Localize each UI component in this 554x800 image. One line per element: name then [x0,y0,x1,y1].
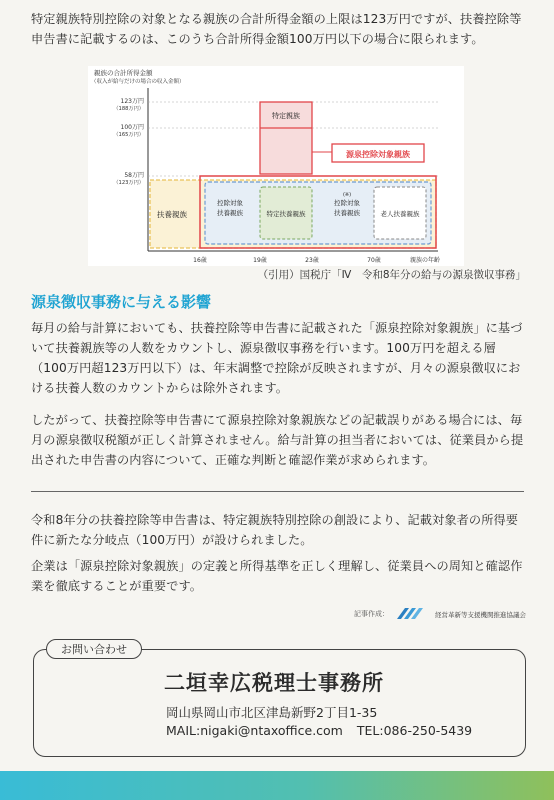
summary-paragraph-1: 令和8年分の扶養控除等申告書は、特定親族特別控除の創設により、記載対象者の所得要件に新たな分岐点（100万円）が設けられました。 [31,513,519,547]
summary-paragraph-2: 企業は「源泉控除対象親族」の定義と所得基準を正しく理解し、従業員への周知と確認作業を徹底することが重要です。 [31,559,523,593]
gensen-fuyo-2-label-b: 扶養親族 [334,209,360,217]
article-credit [354,606,526,622]
office-name: 二垣幸広税理士事務所 [164,671,384,695]
y-tick-100-sub: （165万円） [113,132,144,138]
organization-logo-icon [395,606,429,622]
office-address: 岡山県岡山市北区津島新野2丁目1-35 [166,705,378,720]
gensen-fuyo-1-label-a: 控除対象 [217,199,243,207]
impact-paragraph-1: 毎月の給与計算においても、扶養控除等申告書に記載された「源泉控除対象親族」に基づいて扶養親族等の人数をカウントし、源泉徴収事務を行います。100万円を超える層（100万円超123万円以下）は、年末調整で控除が反映されますが、月々の源泉徴収における扶養人数のカウントからは除外されます。 [31,321,523,395]
section-divider [31,491,524,492]
contact-tab: お問い合わせ [46,639,142,659]
fuyo-shinzoku-label: 扶養親族 [157,210,187,219]
x-axis-title: 親族の年齢 [409,257,440,264]
y-tick-123: 123万円 [120,98,144,105]
x-tick-19: 19歳 [253,257,267,264]
x-tick-16: 16歳 [193,257,207,264]
footer-gradient-bar [0,771,554,800]
y-axis-subtitle: （収入が給与だけの場合の収入金額） [91,79,185,85]
tokutei-fuyo-label: 特定扶養親族 [266,210,306,218]
rojin-fuyo-label: 老人扶養親族 [380,210,420,218]
y-tick-58-sub: （123万円） [113,180,144,186]
section-heading: 源泉徴収事務に与える影響 [31,293,212,311]
credit-label: 記事作成： [354,610,389,618]
phone-link[interactable]: TEL:086-250-5439 [356,723,473,738]
email-link[interactable]: MAIL:nigaki@ntaxoffice.com [166,723,343,738]
office-contact-line [166,723,472,738]
y-tick-58: 58万円 [124,172,144,179]
credit-organization: 経営革新等支援機関推進協議会 [435,610,526,619]
gensen-koujo-label: 源泉控除対象親族 [346,150,410,159]
dependents-income-figure [88,66,464,266]
figure-caption: （引用）国税庁「Ⅳ 令和8年分の給与の源泉徴収事務」 [257,269,526,281]
y-axis-title: 親族の合計所得金額 [94,69,153,77]
gensen-fuyo-2-mark: (※) [342,192,352,198]
y-tick-100: 100万円 [120,124,144,131]
y-tick-123-sub: （188万円） [113,106,144,112]
tokutei-shinzoku-label: 特定親族 [272,112,300,120]
intro-paragraph: 特定親族特別控除の対象となる親族の合計所得金額の上限は123万円ですが、扶養控除等申告書に記載するのは、このうち合計所得金額100万円以下の場合に限られます。 [31,12,522,46]
gensen-fuyo-1-label-b: 扶養親族 [217,209,243,217]
x-tick-70: 70歳 [367,257,381,264]
impact-paragraph-2: したがって、扶養控除等申告書にて源泉控除対象親族などの記載誤りがある場合には、毎月の源泉徴収税額が正しく計算されません。給与計算の担当者においては、従業員から提出された申告書の内容について、正確な判断と確認作業が求められます。 [31,413,524,467]
gensen-fuyo-2-label-a: 控除対象 [334,199,360,207]
x-tick-23: 23歳 [305,257,319,264]
